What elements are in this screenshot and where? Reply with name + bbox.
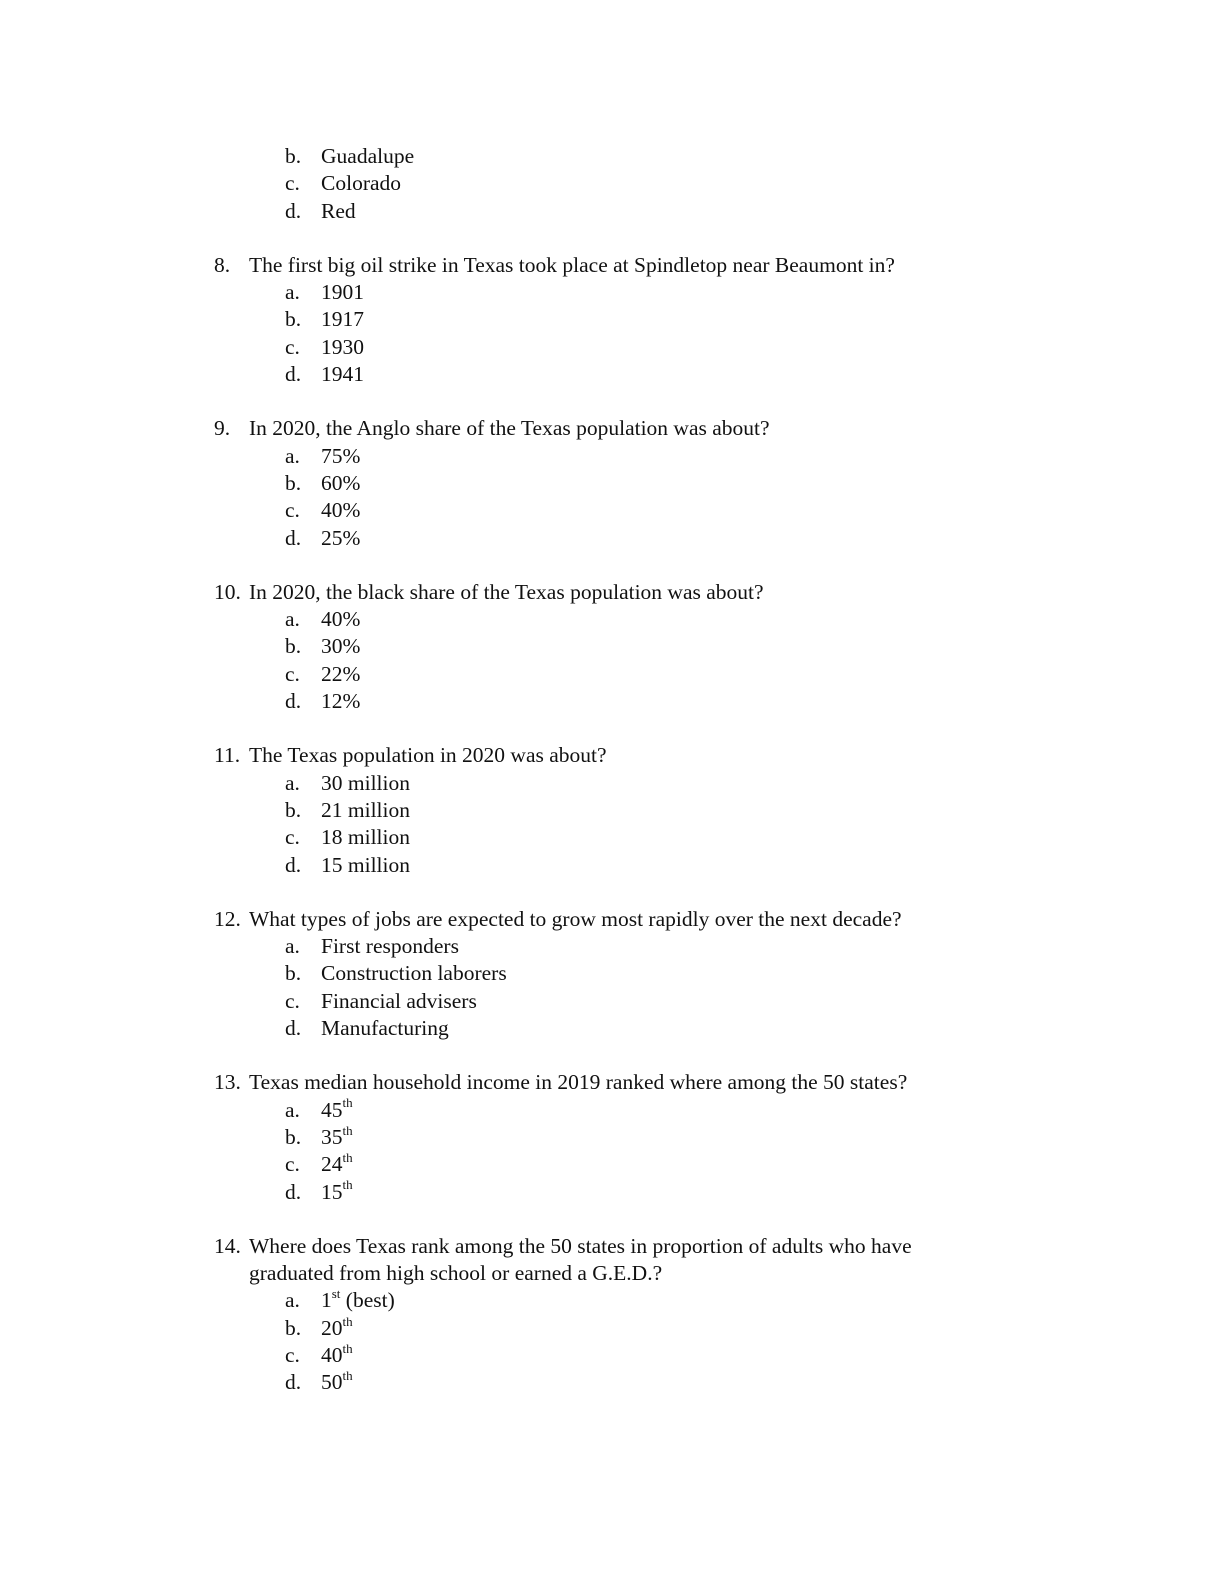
question-spacer <box>0 388 1224 415</box>
option-row <box>0 960 1224 987</box>
option-row <box>0 525 1224 552</box>
option-row <box>0 633 1224 660</box>
ordinal-suffix: th <box>342 1313 353 1329</box>
option-text: Guadalupe <box>321 144 415 168</box>
question-block <box>0 415 1224 551</box>
option-text <box>321 770 410 797</box>
option-value: 1930 <box>321 334 364 359</box>
option-letter: d. <box>285 362 302 387</box>
question-spacer <box>0 1206 1224 1233</box>
option-row <box>0 688 1224 715</box>
option-letter: a. <box>285 607 300 632</box>
option-row <box>0 1287 1224 1314</box>
option-letter: b. <box>285 470 302 495</box>
question-number: 13. <box>214 1070 241 1095</box>
question-text: Where does Texas rank among the 50 states in proportion of adults who have <box>249 1233 912 1258</box>
option-row <box>0 279 1224 306</box>
option-text <box>321 1369 353 1396</box>
option-text <box>321 1315 353 1342</box>
option-text <box>321 633 360 660</box>
option-letter: d. <box>285 1179 302 1204</box>
question-stem-line <box>0 742 1224 769</box>
question-stem-line <box>0 1233 1224 1260</box>
option-text <box>321 334 364 361</box>
option-row <box>0 988 1224 1015</box>
option-text <box>321 606 360 633</box>
option-row <box>0 170 1224 197</box>
option-row <box>0 770 1224 797</box>
option-text <box>321 661 360 688</box>
option-row <box>0 306 1224 333</box>
question-text: graduated from high school or earned a G.E.D.? <box>249 1261 663 1286</box>
option-letter: c. <box>285 661 300 686</box>
option-note: (best) <box>340 1288 395 1313</box>
question-text: In 2020, the Anglo share of the Texas population was about? <box>249 416 770 441</box>
question-spacer <box>0 715 1224 742</box>
option-letter: b. <box>285 797 302 822</box>
option-letter: a. <box>285 443 300 468</box>
quiz-page <box>0 143 1224 1397</box>
option-value: 40 <box>321 1342 343 1367</box>
option-row <box>0 1315 1224 1342</box>
option-row <box>0 334 1224 361</box>
option-text <box>321 1015 449 1042</box>
option-value: 21 million <box>321 797 410 822</box>
option-letter: c. <box>285 1342 300 1367</box>
option-value: 40% <box>321 498 361 523</box>
option-letter: a. <box>285 280 300 305</box>
ordinal-suffix: st <box>331 1286 341 1302</box>
option-row <box>0 497 1224 524</box>
option-text <box>321 797 410 824</box>
question-number: 11. <box>214 743 241 768</box>
option-row <box>0 198 1224 225</box>
question-spacer <box>0 879 1224 906</box>
option-text <box>321 1124 353 1151</box>
option-text <box>321 1151 353 1178</box>
option-letter: c. <box>285 171 300 196</box>
option-value: 40% <box>321 607 361 632</box>
question-number: 14. <box>214 1233 241 1258</box>
option-letter: c. <box>285 1152 300 1177</box>
option-letter: a. <box>285 934 300 959</box>
question-block <box>0 1069 1224 1205</box>
option-value: 1901 <box>321 280 364 305</box>
option-letter: d. <box>285 525 302 550</box>
option-row <box>0 661 1224 688</box>
question-number: 10. <box>214 579 241 604</box>
question-number: 8. <box>214 252 231 277</box>
question-text: What types of jobs are expected to grow most rapidly over the next decade? <box>249 906 902 931</box>
option-value: 35 <box>321 1124 343 1149</box>
option-text <box>321 1097 353 1124</box>
option-text <box>321 279 364 306</box>
option-value: 1917 <box>321 307 364 332</box>
option-letter: a. <box>285 770 300 795</box>
question-spacer <box>0 1042 1224 1069</box>
option-text <box>321 443 360 470</box>
question-stem-continuation <box>0 1260 1224 1287</box>
ordinal-suffix: th <box>342 1150 353 1166</box>
option-text: Colorado <box>321 171 402 196</box>
option-value: 1941 <box>321 362 364 387</box>
ordinal-suffix: th <box>342 1095 353 1111</box>
option-value: Manufacturing <box>321 1016 449 1041</box>
question-block <box>0 906 1224 1042</box>
option-letter: c. <box>285 334 300 359</box>
option-text <box>321 525 360 552</box>
ordinal-suffix: th <box>342 1340 353 1356</box>
option-row <box>0 852 1224 879</box>
option-row <box>0 824 1224 851</box>
option-value: 50 <box>321 1370 343 1395</box>
option-value: 25% <box>321 525 361 550</box>
option-value: 75% <box>321 443 361 468</box>
option-value: 60% <box>321 470 361 495</box>
option-value: 24 <box>321 1152 343 1177</box>
question-stem-line <box>0 415 1224 442</box>
option-letter: b. <box>285 1124 302 1149</box>
option-row <box>0 1342 1224 1369</box>
option-text <box>321 1179 353 1206</box>
question-spacer <box>0 225 1224 252</box>
option-row <box>0 443 1224 470</box>
option-letter: b. <box>285 307 302 332</box>
option-letter: d. <box>285 689 302 714</box>
question-block <box>0 579 1224 715</box>
question-text: The Texas population in 2020 was about? <box>249 743 607 768</box>
option-letter: c. <box>285 498 300 523</box>
option-letter: d. <box>285 1016 302 1041</box>
question-7-continuation <box>0 143 1224 225</box>
option-row <box>0 1015 1224 1042</box>
ordinal-suffix: th <box>342 1368 353 1384</box>
question-number: 9. <box>214 416 231 441</box>
option-value: Financial advisers <box>321 988 477 1013</box>
question-text: The first big oil strike in Texas took place at Spindletop near Beaumont in? <box>249 252 895 277</box>
option-value: 15 million <box>321 852 410 877</box>
option-row <box>0 1124 1224 1151</box>
question-number: 12. <box>214 906 241 931</box>
option-text <box>321 361 364 388</box>
option-text <box>321 497 360 524</box>
question-block <box>0 1233 1224 1397</box>
questions-list <box>0 225 1224 1397</box>
option-text <box>321 688 360 715</box>
option-text <box>321 470 360 497</box>
question-block <box>0 252 1224 388</box>
option-value: Construction laborers <box>321 961 507 986</box>
option-text <box>321 306 364 333</box>
option-row <box>0 1151 1224 1178</box>
option-row <box>0 933 1224 960</box>
option-text <box>321 988 477 1015</box>
option-value: 22% <box>321 661 361 686</box>
option-text <box>321 824 410 851</box>
option-letter: d. <box>285 198 302 223</box>
option-letter: a. <box>285 1097 300 1122</box>
option-letter: d. <box>285 1370 302 1395</box>
option-row <box>0 470 1224 497</box>
option-letter: c. <box>285 988 300 1013</box>
question-text: Texas median household income in 2019 ranked where among the 50 states? <box>249 1070 908 1095</box>
option-row <box>0 1179 1224 1206</box>
question-stem-line <box>0 1069 1224 1096</box>
option-value: 45 <box>321 1097 343 1122</box>
question-stem-line <box>0 252 1224 279</box>
question-spacer <box>0 552 1224 579</box>
option-row <box>0 1097 1224 1124</box>
option-value: 20 <box>321 1315 343 1340</box>
option-letter: c. <box>285 825 300 850</box>
option-value: 30% <box>321 634 361 659</box>
option-row <box>0 1369 1224 1396</box>
option-text <box>321 852 410 879</box>
ordinal-suffix: th <box>342 1122 353 1138</box>
option-row <box>0 797 1224 824</box>
option-value: First responders <box>321 934 459 959</box>
question-text: In 2020, the black share of the Texas population was about? <box>249 579 764 604</box>
option-value: 12% <box>321 689 361 714</box>
question-block <box>0 742 1224 878</box>
option-row <box>0 361 1224 388</box>
option-value: 30 million <box>321 770 410 795</box>
option-letter: b. <box>285 961 302 986</box>
option-letter: a. <box>285 1288 300 1313</box>
option-value: 15 <box>321 1179 343 1204</box>
option-text <box>321 1287 395 1314</box>
option-letter: b. <box>285 144 302 168</box>
option-row <box>0 143 1224 170</box>
option-letter: b. <box>285 634 302 659</box>
option-value: 1 <box>321 1288 332 1313</box>
question-stem-line <box>0 906 1224 933</box>
ordinal-suffix: th <box>342 1177 353 1193</box>
option-text <box>321 960 507 987</box>
option-value: 18 million <box>321 825 410 850</box>
question-stem-line <box>0 579 1224 606</box>
option-text: Red <box>321 198 356 223</box>
option-text <box>321 933 459 960</box>
option-text <box>321 1342 353 1369</box>
option-letter: d. <box>285 852 302 877</box>
option-letter: b. <box>285 1315 302 1340</box>
option-row <box>0 606 1224 633</box>
